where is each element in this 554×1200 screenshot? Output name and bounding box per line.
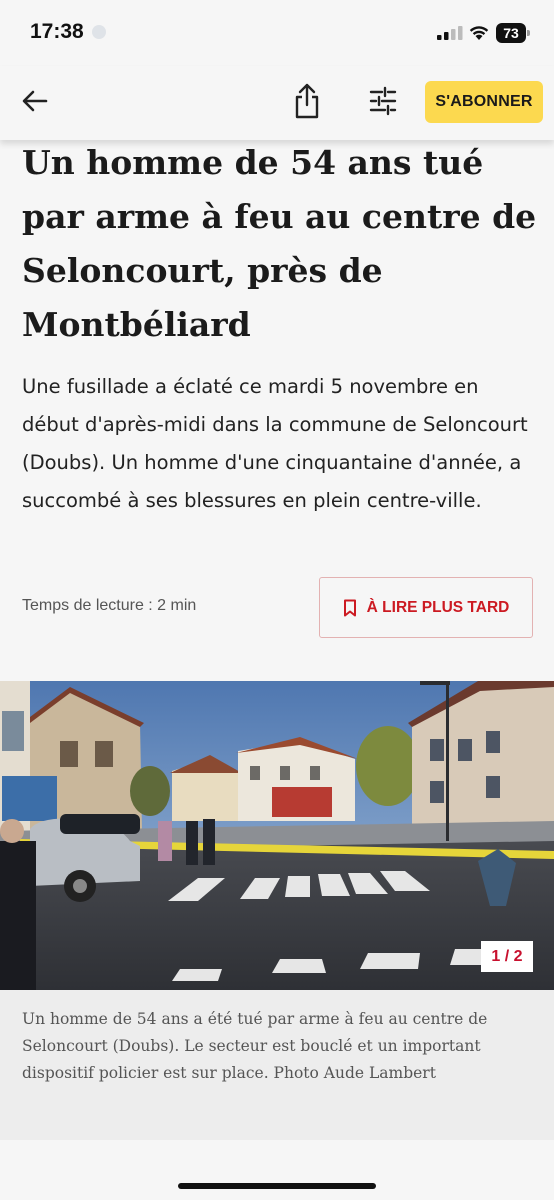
battery-level: 73 (496, 23, 526, 43)
article-photo[interactable] (0, 681, 554, 990)
back-arrow-icon[interactable] (20, 86, 50, 116)
battery-icon (496, 23, 530, 43)
photo-caption: Un homme de 54 ans a été tué par arme à feu au centre de Seloncourt (Doubs). Le secteur est bouclé et un important dispositif policier est sur place. Photo Aude Lambert (22, 1010, 488, 1082)
street-scene-image (0, 681, 554, 990)
home-indicator[interactable] (178, 1183, 376, 1189)
article-headline: Un homme de 54 ans tué par arme à feu au centre de Seloncourt, près de Montbéliard (22, 143, 537, 344)
top-app-bar (0, 66, 554, 140)
wifi-icon (468, 23, 490, 41)
read-later-button[interactable] (319, 577, 533, 638)
settings-sliders-icon[interactable] (368, 86, 398, 116)
article-intro: Une fusillade a éclaté ce mardi 5 novembre en début d'après-midi dans la commune de Seloncourt (Doubs). Un homme d'une cinquantaine d'année, a succombé à ses blessures en plein centre-ville. (22, 375, 528, 512)
photo-counter: 1 / 2 (481, 941, 533, 972)
signal-icon (437, 26, 463, 40)
bookmark-icon (343, 599, 357, 617)
subscribe-button[interactable]: S'ABONNER (425, 81, 543, 123)
read-later-label: À LIRE PLUS TARD (366, 598, 510, 616)
status-time: 17:38 (30, 20, 84, 43)
bottom-area (0, 1140, 554, 1200)
status-bar (0, 0, 554, 66)
location-icon (92, 25, 106, 39)
share-icon[interactable] (292, 82, 322, 120)
reading-time: Temps de lecture : 2 min (22, 597, 197, 614)
